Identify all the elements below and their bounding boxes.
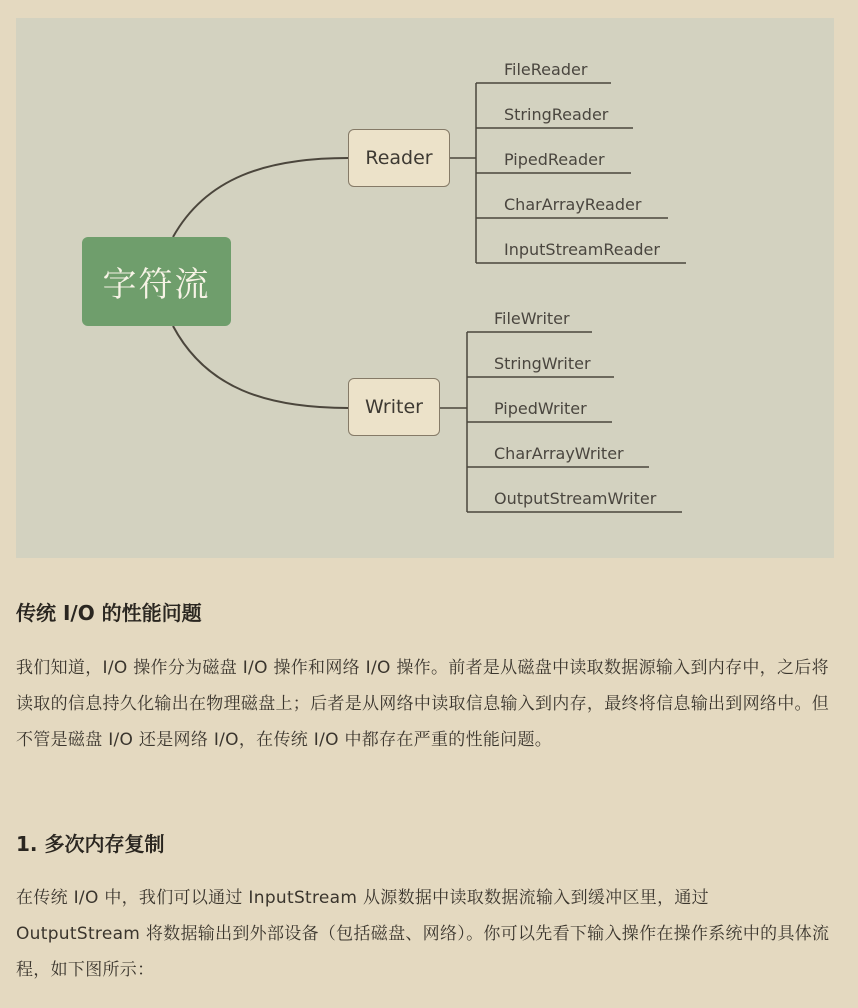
subheading-wrapper bbox=[16, 828, 838, 857]
root-node: 字符流 bbox=[82, 237, 231, 326]
leaf-filewriter: FileWriter bbox=[494, 309, 570, 328]
section-heading-wrapper bbox=[16, 597, 838, 626]
leaf-pipedwriter: PipedWriter bbox=[494, 399, 587, 418]
connector-root-writer bbox=[173, 326, 348, 408]
paragraph-1: 我们知道，I/O 操作分为磁盘 I/O 操作和网络 I/O 操作。前者是从磁盘中读取数据源输入到内存中，之后将读取的信息持久化输出在物理磁盘上；后者是从网络中读取信息输入到内存，最终将信息输出到网络中。但不管是磁盘 I/O 还是网络 I/O，在传统 I/O 中都存在严重的性能问题。 bbox=[16, 658, 830, 750]
leaf-outputstreamwriter: OutputStreamWriter bbox=[494, 489, 657, 508]
leaf-chararrayreader: CharArrayReader bbox=[504, 195, 642, 214]
paragraph-2-wrapper bbox=[16, 880, 838, 988]
leaf-pipedreader: PipedReader bbox=[504, 150, 605, 169]
paragraph-1-wrapper bbox=[16, 650, 838, 758]
leaf-inputstreamreader: InputStreamReader bbox=[504, 240, 660, 259]
reader-node: Reader bbox=[348, 129, 450, 187]
leaf-chararraywriter: CharArrayWriter bbox=[494, 444, 624, 463]
writer-node: Writer bbox=[348, 378, 440, 436]
paragraph-2: 在传统 I/O 中，我们可以通过 InputStream 从源数据中读取数据流输入到缓冲区里，通过 OutputStream 将数据输出到外部设备（包括磁盘、网络）。你可以先看下输入操作在操作系统中的具体流程，如下图所示： bbox=[16, 888, 830, 980]
subheading: 1. 多次内存复制 bbox=[16, 832, 165, 856]
leaf-stringwriter: StringWriter bbox=[494, 354, 591, 373]
leaf-stringreader: StringReader bbox=[504, 105, 609, 124]
section-heading: 传统 I/O 的性能问题 bbox=[16, 601, 202, 625]
mind-map-diagram bbox=[16, 18, 834, 558]
connector-root-reader bbox=[173, 158, 348, 237]
leaf-filereader: FileReader bbox=[504, 60, 588, 79]
